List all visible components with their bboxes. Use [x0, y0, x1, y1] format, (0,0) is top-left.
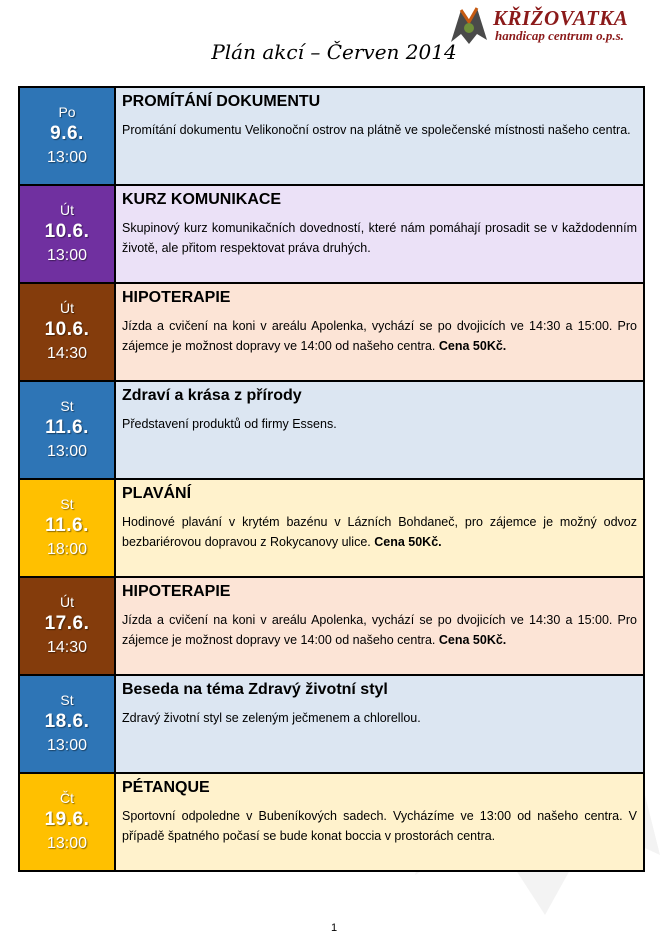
event-content-cell: [115, 675, 644, 773]
event-day-of-week: St: [60, 398, 74, 414]
event-description-text: Představení produktů od firmy Essens.: [122, 417, 337, 431]
logo-title: KŘIŽOVATKA: [493, 6, 629, 30]
page-title: Plán akcí – Červen 2014: [211, 40, 457, 64]
event-description: [122, 708, 637, 728]
event-title: PROMÍTÁNÍ DOKUMENTU: [122, 93, 321, 110]
event-description-text: Zdravý životní styl se zeleným ječmenem a chlorellou.: [122, 711, 421, 725]
event-time: 13:00: [46, 737, 88, 754]
event-row: [19, 87, 644, 185]
event-content-cell: [115, 185, 644, 283]
event-date: 10.6.: [44, 319, 90, 340]
event-time: 14:30: [46, 639, 88, 656]
event-description: [122, 414, 637, 434]
event-title: Beseda na téma Zdravý životní styl: [122, 681, 388, 698]
event-row: [19, 381, 644, 479]
event-description: [122, 512, 637, 552]
event-row: [19, 577, 644, 675]
event-title: KURZ KOMUNIKACE: [122, 191, 282, 208]
event-price: Cena 50Kč.: [438, 339, 507, 353]
event-date: 11.6.: [45, 515, 89, 536]
event-content-cell: [115, 87, 644, 185]
event-date-cell: [19, 381, 115, 479]
event-title: HIPOTERAPIE: [122, 289, 231, 306]
event-description-text: Hodinové plavání v krytém bazénu v Lázních Bohdaneč, pro zájemce je možný odvoz bezbariérovou dopravou z Rokycanovy ulice.: [122, 515, 637, 549]
event-description-text: Skupinový kurz komunikačních dovedností, které nám pomáhají prosadit se v každodenním životě, ale přitom respektovat práva druhých.: [122, 221, 637, 255]
event-date-cell: [19, 283, 115, 381]
event-row: [19, 773, 644, 871]
event-time: 13:00: [46, 443, 88, 460]
event-description-text: Jízda a cvičení na koni v areálu Apolenka, vychází se po dvojicích ve 14:30 a 15:00. Pro zájemce je možnost dopravy ve 14:00 od našeho centra.: [122, 613, 637, 647]
event-day-of-week: St: [60, 496, 74, 512]
event-day-of-week: Po: [58, 104, 76, 120]
event-date-cell: [19, 675, 115, 773]
event-content-cell: [115, 577, 644, 675]
event-time: 13:00: [46, 835, 88, 852]
event-day-of-week: Út: [60, 300, 74, 316]
event-date-cell: [19, 577, 115, 675]
event-price: Cena 50Kč.: [438, 633, 507, 647]
logo-subtitle: handicap centrum o.p.s.: [495, 28, 624, 43]
event-description: [122, 806, 637, 846]
event-row: [19, 185, 644, 283]
event-date: 10.6.: [44, 221, 90, 242]
event-date: 17.6.: [44, 613, 90, 634]
event-content-cell: [115, 381, 644, 479]
event-date: 11.6.: [45, 417, 89, 438]
event-time: 14:30: [46, 345, 88, 362]
event-content-cell: [115, 773, 644, 871]
event-row: [19, 479, 644, 577]
event-row: [19, 675, 644, 773]
event-day-of-week: Čt: [60, 790, 74, 806]
event-title: Zdraví a krása z přírody: [122, 387, 302, 404]
event-content-cell: [115, 283, 644, 381]
event-description: [122, 316, 637, 356]
events-table: [18, 86, 645, 872]
event-time: 18:00: [46, 541, 88, 558]
event-description-text: Promítání dokumentu Velikonoční ostrov na plátně ve společenské místnosti našeho centra.: [122, 123, 631, 137]
event-date-cell: [19, 479, 115, 577]
event-content-cell: [115, 479, 644, 577]
event-title: HIPOTERAPIE: [122, 583, 231, 600]
event-time: 13:00: [46, 247, 88, 264]
event-date: 18.6.: [44, 711, 90, 732]
event-title: PÉTANQUE: [122, 779, 210, 796]
event-date: 19.6.: [44, 809, 90, 830]
event-date-cell: [19, 87, 115, 185]
event-date: 9.6.: [50, 123, 84, 144]
event-row: [19, 283, 644, 381]
event-description: [122, 120, 637, 140]
event-price: Cena 50Kč.: [374, 535, 442, 549]
event-date-cell: [19, 773, 115, 871]
event-time: 13:00: [46, 149, 88, 166]
event-date-cell: [19, 185, 115, 283]
event-title: PLAVÁNÍ: [122, 485, 192, 502]
event-day-of-week: Út: [60, 202, 74, 218]
event-day-of-week: St: [60, 692, 74, 708]
page-number: 1: [330, 922, 338, 934]
event-description-text: Sportovní odpoledne v Bubeníkových sadech. Vycházíme ve 13:00 od našeho centra. V případě špatného počasí se bude konat boccia v prostorách centra.: [122, 809, 637, 843]
event-description-text: Jízda a cvičení na koni v areálu Apolenka, vychází se po dvojicích ve 14:30 a 15:00. Pro zájemce je možnost dopravy ve 14:00 od našeho centra.: [122, 319, 637, 353]
event-description: [122, 218, 637, 258]
event-day-of-week: Út: [60, 594, 74, 610]
event-description: [122, 610, 637, 650]
